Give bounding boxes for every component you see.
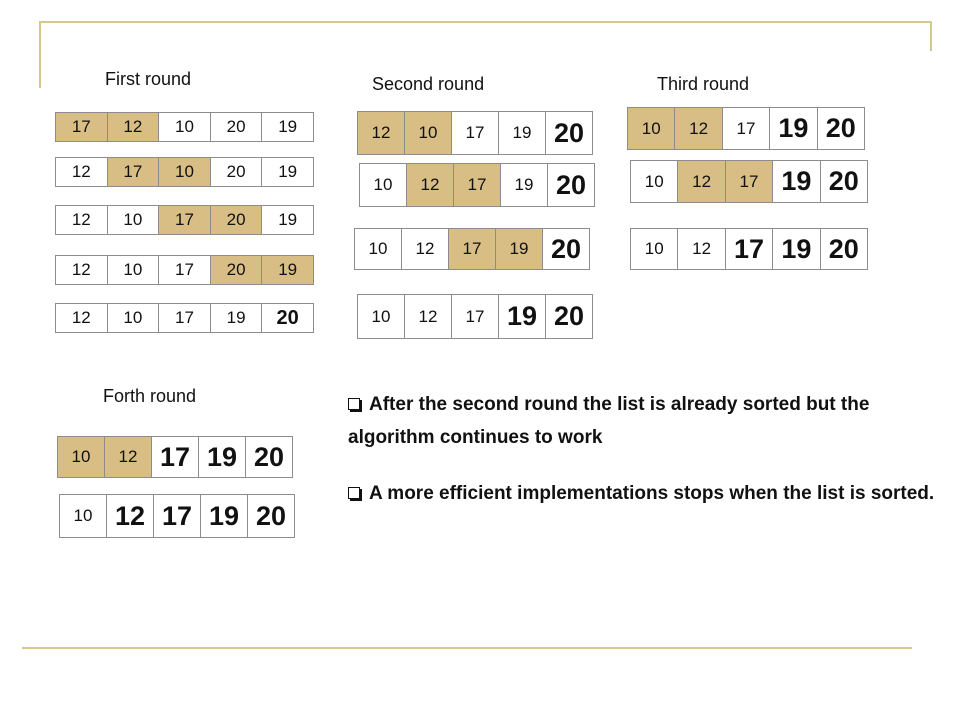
array-cell: 10 [107,205,160,235]
array-cell: 12 [55,205,108,235]
array-cell: 20 [261,303,314,333]
array-cell: 12 [677,228,725,270]
array-cell: 17 [153,494,201,538]
array-cell: 19 [498,294,546,339]
highlighted-array-cell: 10 [627,107,675,150]
round-label-second: Second round [372,74,485,94]
array-cell: 19 [772,160,820,203]
frame-right-line [930,21,932,51]
highlighted-array-cell: 17 [107,157,160,187]
note-item [348,477,948,510]
highlighted-array-cell: 17 [453,163,501,207]
array-row-second [357,294,593,339]
array-cell: 20 [245,436,293,478]
array-cell: 10 [59,494,107,538]
note-item [348,388,948,454]
array-row-fourth [57,436,293,478]
array-row-first [55,303,314,333]
array-cell: 10 [107,255,160,285]
notes-list [348,388,948,510]
highlighted-array-cell: 12 [104,436,152,478]
array-cell: 20 [542,228,590,270]
highlighted-array-cell: 12 [406,163,454,207]
array-cell: 12 [55,157,108,187]
array-cell: 19 [772,228,820,270]
array-cell: 17 [451,294,499,339]
array-cell: 20 [247,494,295,538]
highlighted-array-cell: 17 [448,228,496,270]
array-cell: 17 [158,255,211,285]
array-cell: 10 [354,228,402,270]
array-row-fourth [59,494,295,538]
array-cell: 20 [547,163,595,207]
array-cell: 12 [401,228,449,270]
highlighted-array-cell: 19 [495,228,543,270]
highlighted-array-cell: 20 [210,255,263,285]
array-cell: 17 [725,228,773,270]
highlighted-array-cell: 10 [57,436,105,478]
array-cell: 10 [630,228,678,270]
highlighted-array-cell: 17 [55,112,108,142]
array-row-second [354,228,590,270]
array-cell: 20 [210,157,263,187]
array-cell: 20 [545,294,593,339]
frame-bottom-line [22,647,912,649]
array-cell: 17 [158,303,211,333]
highlighted-array-cell: 12 [357,111,405,155]
array-cell: 19 [261,205,314,235]
array-row-third [630,160,868,203]
array-cell: 12 [55,255,108,285]
note-text: After the second round the list is already sorted but the algorithm continues to work [348,394,870,448]
highlighted-array-cell: 10 [158,157,211,187]
array-cell: 19 [198,436,246,478]
array-row-first [55,205,314,235]
array-cell: 19 [200,494,248,538]
highlighted-array-cell: 10 [404,111,452,155]
array-cell: 10 [630,160,678,203]
array-cell: 12 [55,303,108,333]
note-text: A more efficient implementations stops when the list is sorted. [369,483,935,504]
array-cell: 17 [451,111,499,155]
array-row-first [55,255,314,285]
array-cell: 20 [210,112,263,142]
array-row-second [359,163,595,207]
highlighted-array-cell: 17 [725,160,773,203]
array-cell: 10 [357,294,405,339]
array-cell: 17 [722,107,770,150]
highlighted-array-cell: 20 [210,205,263,235]
array-row-first [55,112,314,142]
round-label-fourth: Forth round [103,386,197,406]
array-cell: 10 [359,163,407,207]
array-cell: 20 [817,107,865,150]
frame-top-line [40,21,932,23]
array-cell: 19 [769,107,817,150]
array-row-second [357,111,593,155]
array-cell: 20 [820,160,868,203]
array-cell: 10 [158,112,211,142]
array-cell: 10 [107,303,160,333]
round-label-third: Third round [657,74,750,94]
array-cell: 12 [404,294,452,339]
array-cell: 19 [500,163,548,207]
square-bullet-icon [348,398,360,410]
array-cell: 19 [261,112,314,142]
highlighted-array-cell: 17 [158,205,211,235]
array-cell: 17 [151,436,199,478]
array-cell: 19 [210,303,263,333]
highlighted-array-cell: 12 [677,160,725,203]
round-label-first: First round [105,69,192,89]
highlighted-array-cell: 19 [261,255,314,285]
highlighted-array-cell: 12 [107,112,160,142]
array-cell: 20 [545,111,593,155]
array-cell: 12 [106,494,154,538]
array-row-first [55,157,314,187]
array-cell: 20 [820,228,868,270]
highlighted-array-cell: 12 [674,107,722,150]
array-cell: 19 [261,157,314,187]
frame-left-line [39,21,41,88]
array-row-third [630,228,868,270]
square-bullet-icon [348,487,360,499]
array-row-third [627,107,865,150]
array-cell: 19 [498,111,546,155]
